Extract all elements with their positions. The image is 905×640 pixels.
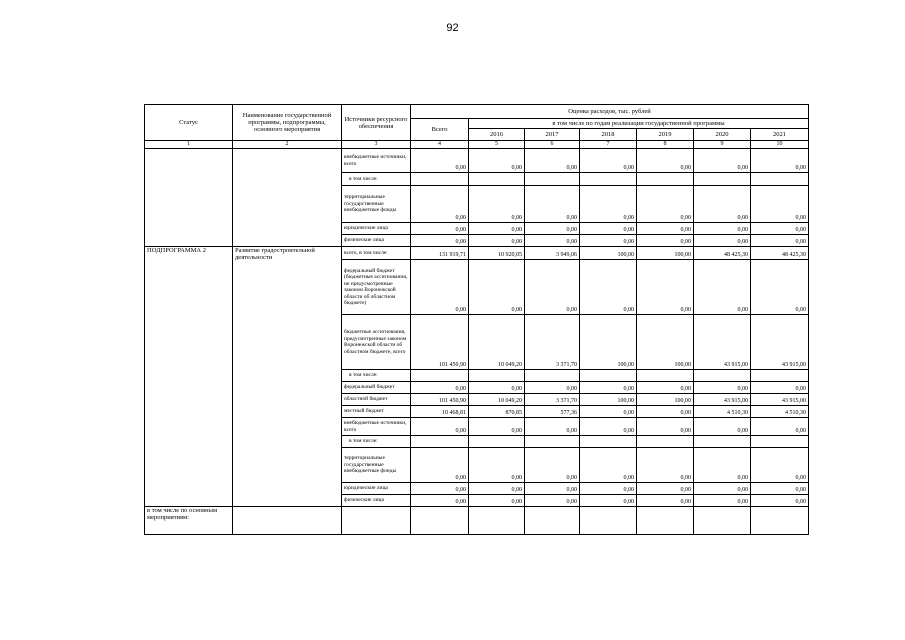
value-cell: 0,00 — [637, 260, 694, 315]
value-cell: 0,00 — [525, 260, 580, 315]
value-cell — [469, 436, 525, 448]
value-cell: 43 915,00 — [751, 394, 809, 406]
value-cell: 0,00 — [525, 149, 580, 173]
column-number: 5 — [469, 141, 525, 149]
value-cell: 0,00 — [694, 448, 751, 483]
empty-cell — [751, 507, 809, 535]
value-cell: 0,00 — [694, 418, 751, 436]
value-cell: 0,00 — [637, 448, 694, 483]
value-cell: 101 450,90 — [411, 315, 469, 370]
value-cell: 0,00 — [637, 186, 694, 223]
value-cell — [411, 370, 469, 382]
source-label: областной бюджет — [342, 394, 411, 406]
value-cell: 3 371,70 — [525, 315, 580, 370]
value-cell: 0,00 — [694, 223, 751, 235]
value-cell — [637, 370, 694, 382]
value-cell: 0,00 — [411, 418, 469, 436]
value-cell: 0,00 — [525, 448, 580, 483]
value-cell: 0,00 — [525, 235, 580, 247]
empty-cell — [233, 507, 342, 535]
value-cell — [580, 436, 637, 448]
value-cell: 10 049,20 — [469, 315, 525, 370]
value-cell: 0,00 — [469, 235, 525, 247]
value-cell: 0,00 — [751, 448, 809, 483]
value-cell — [694, 370, 751, 382]
column-number: 8 — [637, 141, 694, 149]
subprogram-status: ПОДПРОГРАММА 2 — [145, 247, 233, 507]
source-label: федеральный бюджет (бюджетные ассигнования, не предусмотренные законом Воронежской области об областном бюджете) — [342, 260, 411, 315]
value-cell: 0,00 — [751, 235, 809, 247]
source-label: местный бюджет — [342, 406, 411, 418]
value-cell: 0,00 — [411, 260, 469, 315]
value-cell: 131 919,71 — [411, 247, 469, 260]
source-label: юридические лица — [342, 223, 411, 235]
value-cell — [469, 173, 525, 186]
value-cell: 0,00 — [751, 186, 809, 223]
value-cell: 0,00 — [637, 406, 694, 418]
value-cell: 100,00 — [637, 315, 694, 370]
table-body — [145, 105, 809, 535]
value-cell: 0,00 — [751, 149, 809, 173]
value-cell: 0,00 — [411, 223, 469, 235]
value-cell: 0,00 — [580, 406, 637, 418]
value-cell: 0,00 — [469, 418, 525, 436]
value-cell: 0,00 — [637, 223, 694, 235]
value-cell: 10 468,81 — [411, 406, 469, 418]
value-cell: 101 450,90 — [411, 394, 469, 406]
value-cell: 0,00 — [469, 149, 525, 173]
value-cell: 0,00 — [694, 260, 751, 315]
value-cell: 0,00 — [469, 495, 525, 507]
value-cell: 4 510,30 — [751, 406, 809, 418]
value-cell: 43 915,00 — [694, 394, 751, 406]
header-year: 2016 — [469, 129, 525, 141]
value-cell: 0,00 — [411, 483, 469, 495]
value-cell: 0,00 — [637, 483, 694, 495]
empty-cell — [469, 507, 525, 535]
value-cell: 0,00 — [469, 186, 525, 223]
column-number: 10 — [751, 141, 809, 149]
header-year: 2017 — [525, 129, 580, 141]
value-cell: 0,00 — [469, 382, 525, 394]
value-cell: 0,00 — [580, 483, 637, 495]
source-label: в том числе: — [342, 370, 411, 382]
source-label: физические лица — [342, 495, 411, 507]
header-total: Всего — [411, 119, 469, 141]
value-cell: 0,00 — [469, 260, 525, 315]
empty-cell — [694, 507, 751, 535]
empty-cell — [637, 507, 694, 535]
value-cell — [694, 173, 751, 186]
value-cell — [637, 436, 694, 448]
source-label: бюджетные ассигнования, предусмотренные законом Воронежской области об областном бюджете, всего — [342, 315, 411, 370]
value-cell: 0,00 — [580, 149, 637, 173]
value-cell: 0,00 — [580, 418, 637, 436]
column-number: 7 — [580, 141, 637, 149]
header-year: 2018 — [580, 129, 637, 141]
name-cell — [233, 149, 342, 247]
value-cell: 100,00 — [580, 315, 637, 370]
source-label: территориальные государственные внебюджетные фонды — [342, 186, 411, 223]
value-cell — [525, 436, 580, 448]
value-cell: 0,00 — [751, 382, 809, 394]
empty-cell — [342, 507, 411, 535]
empty-cell — [411, 507, 469, 535]
table-row — [145, 247, 809, 260]
value-cell: 0,00 — [751, 260, 809, 315]
value-cell: 100,00 — [580, 394, 637, 406]
header-estimate: Оценка расходов, тыс. рублей — [411, 105, 809, 119]
value-cell: 0,00 — [751, 418, 809, 436]
value-cell: 0,00 — [469, 223, 525, 235]
value-cell: 0,00 — [751, 483, 809, 495]
value-cell: 0,00 — [580, 235, 637, 247]
value-cell: 0,00 — [525, 382, 580, 394]
value-cell: 0,00 — [580, 223, 637, 235]
value-cell — [525, 370, 580, 382]
value-cell: 0,00 — [637, 149, 694, 173]
value-cell: 0,00 — [694, 495, 751, 507]
value-cell: 10 049,20 — [469, 394, 525, 406]
value-cell — [411, 436, 469, 448]
footer-status: в том числе по основным мероприятиям: — [145, 507, 233, 535]
source-label: внебюджетные источники, всего — [342, 418, 411, 436]
value-cell: 0,00 — [580, 260, 637, 315]
column-number: 6 — [525, 141, 580, 149]
source-label: физические лица — [342, 235, 411, 247]
column-number: 2 — [233, 141, 342, 149]
header-year: 2020 — [694, 129, 751, 141]
page-number: 92 — [446, 22, 459, 34]
value-cell: 0,00 — [694, 186, 751, 223]
source-label: федеральный бюджет — [342, 382, 411, 394]
header-year: 2021 — [751, 129, 809, 141]
value-cell — [580, 370, 637, 382]
value-cell: 0,00 — [694, 382, 751, 394]
value-cell: 100,00 — [580, 247, 637, 260]
value-cell: 0,00 — [580, 382, 637, 394]
header-sources: Источники ресурсного обеспечения — [342, 105, 411, 141]
value-cell: 3 949,06 — [525, 247, 580, 260]
value-cell: 0,00 — [637, 382, 694, 394]
value-cell: 0,00 — [411, 495, 469, 507]
budget-table — [144, 104, 809, 535]
value-cell: 0,00 — [525, 483, 580, 495]
value-cell — [751, 370, 809, 382]
value-cell: 3 371,70 — [525, 394, 580, 406]
value-cell — [751, 173, 809, 186]
value-cell: 0,00 — [469, 448, 525, 483]
source-label: юридические лица — [342, 483, 411, 495]
value-cell: 0,00 — [751, 495, 809, 507]
value-cell: 0,00 — [580, 448, 637, 483]
value-cell: 4 510,30 — [694, 406, 751, 418]
subprogram-name: Развитие градостроительной деятельности — [233, 247, 342, 507]
value-cell: 43 915,00 — [694, 315, 751, 370]
value-cell: 100,00 — [637, 247, 694, 260]
column-number: 1 — [145, 141, 233, 149]
value-cell: 0,00 — [694, 483, 751, 495]
value-cell: 0,00 — [694, 235, 751, 247]
value-cell: 0,00 — [525, 223, 580, 235]
source-label: внебюджетные источники, всего — [342, 149, 411, 173]
value-cell: 100,00 — [637, 394, 694, 406]
value-cell — [525, 173, 580, 186]
value-cell: 43 915,00 — [751, 315, 809, 370]
value-cell: 48 425,30 — [694, 247, 751, 260]
empty-cell — [580, 507, 637, 535]
value-cell: 577,36 — [525, 406, 580, 418]
value-cell: 0,00 — [637, 235, 694, 247]
value-cell: 0,00 — [411, 186, 469, 223]
value-cell: 0,00 — [525, 186, 580, 223]
value-cell: 10 920,05 — [469, 247, 525, 260]
table-row — [145, 507, 809, 535]
header-name: Наименование государственной программы, подпрограммы, основного мероприятия — [233, 105, 342, 141]
value-cell: 0,00 — [411, 149, 469, 173]
status-cell — [145, 149, 233, 247]
value-cell — [469, 370, 525, 382]
column-number: 4 — [411, 141, 469, 149]
column-number: 9 — [694, 141, 751, 149]
value-cell — [580, 173, 637, 186]
value-cell: 48 425,30 — [751, 247, 809, 260]
value-cell: 0,00 — [469, 483, 525, 495]
value-cell — [637, 173, 694, 186]
value-cell: 0,00 — [411, 448, 469, 483]
value-cell: 0,00 — [694, 149, 751, 173]
value-cell: 0,00 — [580, 186, 637, 223]
value-cell: 870,85 — [469, 406, 525, 418]
value-cell: 0,00 — [411, 382, 469, 394]
source-label: в том числе: — [342, 436, 411, 448]
header-year: 2019 — [637, 129, 694, 141]
header-by-years: в том числе по годам реализации государственной программы — [469, 119, 809, 129]
source-label: территориальные государственные внебюджетные фонды — [342, 448, 411, 483]
source-label: в том числе: — [342, 173, 411, 186]
column-number: 3 — [342, 141, 411, 149]
value-cell: 0,00 — [751, 223, 809, 235]
value-cell — [694, 436, 751, 448]
source-label: всего, в том числе: — [342, 247, 411, 260]
value-cell: 0,00 — [525, 495, 580, 507]
value-cell — [751, 436, 809, 448]
header-status: Статус — [145, 105, 233, 141]
empty-cell — [525, 507, 580, 535]
value-cell — [411, 173, 469, 186]
value-cell: 0,00 — [411, 235, 469, 247]
value-cell: 0,00 — [580, 495, 637, 507]
value-cell: 0,00 — [637, 418, 694, 436]
value-cell: 0,00 — [637, 495, 694, 507]
value-cell: 0,00 — [525, 418, 580, 436]
table-row — [145, 149, 809, 173]
